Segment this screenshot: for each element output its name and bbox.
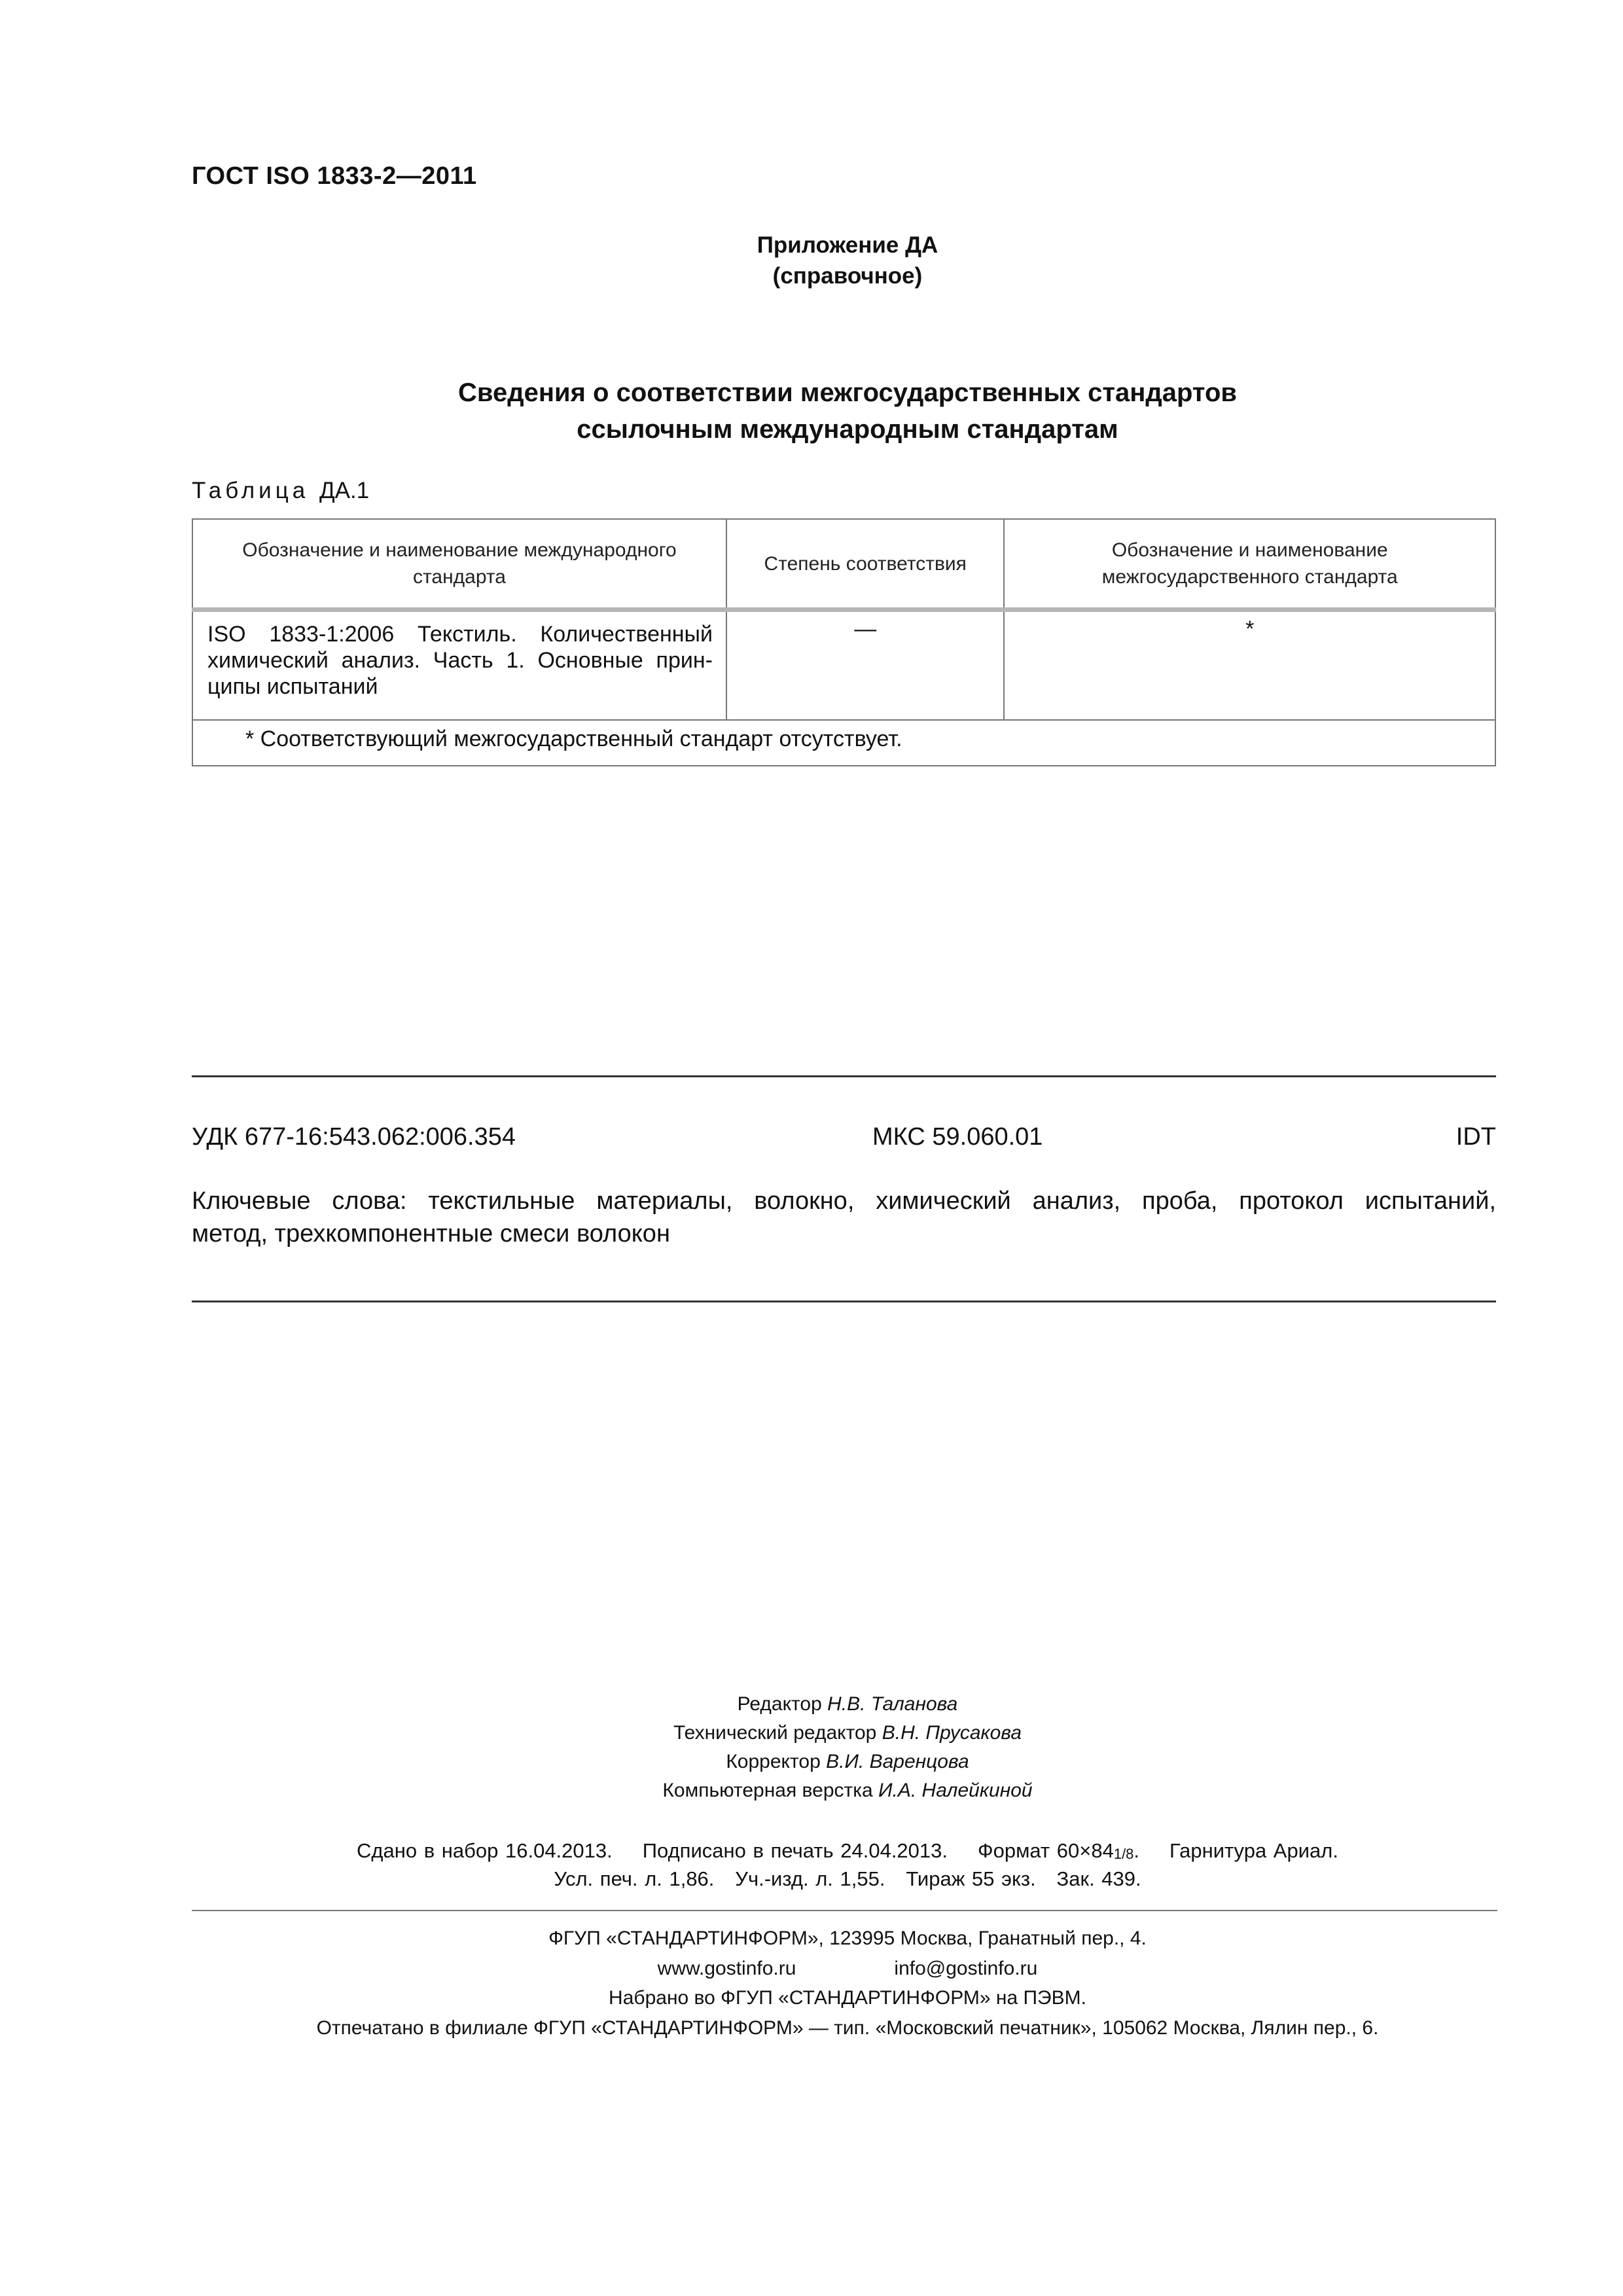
divider-bottom [192, 1300, 1496, 1302]
idt-label: IDT [1455, 1123, 1496, 1151]
website-link: www.gostinfo.ru [657, 1958, 796, 1979]
keywords [192, 1185, 1496, 1250]
credit-tech-editor: Технический редактор В.Н. Прусакова [673, 1722, 1022, 1744]
cell-degree: — [726, 610, 1005, 721]
cell-international-standard: ISO 1833-1:2006 Текстиль. Количественный химический анализ. Часть 1. Основные прин-ципы испытаний [192, 610, 726, 721]
divider-top [192, 1075, 1496, 1077]
column-header-interstate: Обозначение и наименование межгосударственного стандарта [1004, 519, 1495, 610]
section-heading-line-2: ссылочным международным стандартам [577, 415, 1118, 444]
publisher-contacts [0, 1954, 1623, 1983]
credit-editor: Редактор Н.В. Таланова [737, 1693, 958, 1715]
credit-proofreader: Корректор В.И. Варенцова [726, 1751, 969, 1772]
keywords-line-2: метод, трехкомпонентные смеси волокон [192, 1220, 670, 1247]
correspondence-table [192, 518, 1496, 766]
footer-divider [192, 1910, 1497, 1911]
typeset-note: Набрано во ФГУП «СТАНДАРТИНФОРМ» на ПЭВМ. [609, 1987, 1086, 2009]
table-caption-number: ДА.1 [319, 478, 370, 503]
table-row [192, 610, 1495, 721]
udk-code: УДК 677-16:543.062:006.354 [192, 1123, 516, 1151]
table-header-row [192, 519, 1495, 610]
table-caption-word: Таблица [192, 478, 310, 503]
column-header-degree: Степень соответствия [726, 519, 1005, 610]
printed-note: Отпечатано в филиале ФГУП «СТАНДАРТИНФОРМ» — тип. «Московский печатник», 105062 Москва, Лялин пер., 6. [316, 2017, 1379, 2039]
credit-layout: Компьютерная верстка И.А. Налейкиной [662, 1780, 1033, 1801]
section-heading-line-1: Сведения о соответствии межгосударственных стандартов [458, 378, 1237, 407]
print-info-line-2: Усл. печ. л. 1,86. Уч.-изд. л. 1,55. Тираж 55 экз. Зак. 439. [554, 1867, 1141, 1890]
document-code: ГОСТ ISO 1833-2—2011 [192, 162, 477, 190]
mks-code: МКС 59.060.01 [872, 1123, 1043, 1151]
cell-interstate-standard: * [1004, 610, 1495, 721]
annex-title: Приложение ДА [757, 232, 938, 258]
annex-kind: (справочное) [772, 263, 923, 289]
column-header-international: Обозначение и наименование международного стандарта [192, 519, 726, 610]
publisher-address: ФГУП «СТАНДАРТИНФОРМ», 123995 Москва, Гранатный пер., 4. [548, 1928, 1147, 1949]
table-caption [192, 478, 369, 504]
table-note: * Соответствующий межгосударственный стандарт отсутствует. [192, 720, 1495, 766]
email-link: info@gostinfo.ru [894, 1958, 1038, 1979]
keywords-line-1: Ключевые слова: текстильные материалы, волокно, химический анализ, проба, протокол испытаний, [192, 1187, 1496, 1215]
print-info-line-1: Сдано в набор 16.04.2013. Подписано в печать 24.04.2013. Формат 60×841/8. Гарнитура Ариал. [357, 1839, 1338, 1862]
table-note-row [192, 720, 1495, 766]
